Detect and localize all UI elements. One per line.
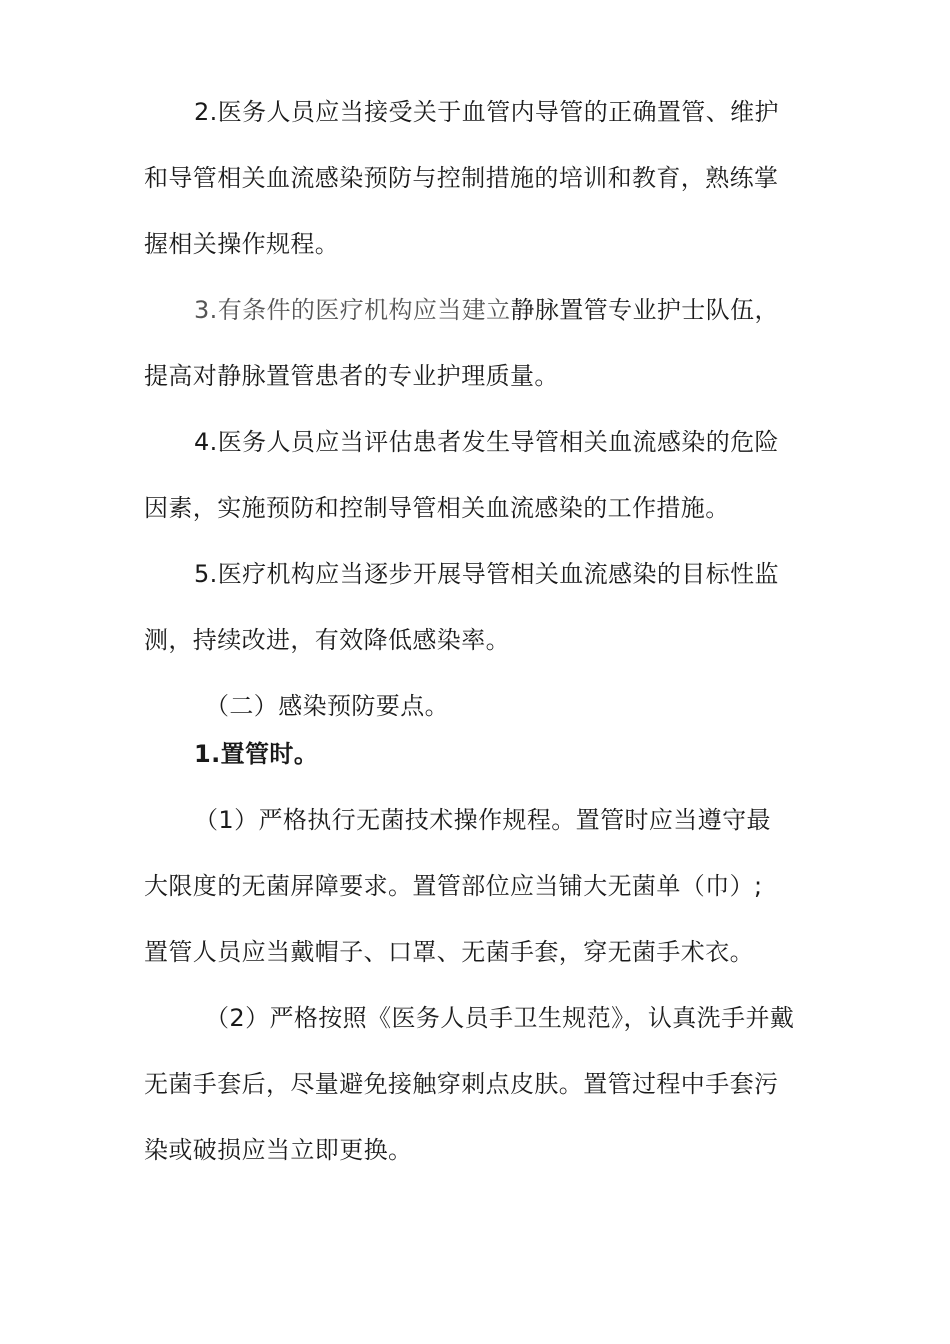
p3-line-2: 提高对静脉置管患者的专业护理质量。 (144, 362, 559, 390)
item2-line-2: 无菌手套后，尽量避免接触穿刺点皮肤。置管过程中手套污 (144, 1070, 779, 1098)
item2-line-1: （2）严格按照《医务人员手卫生规范》，认真洗手并戴 (205, 1004, 795, 1032)
p3-line-1 (194, 294, 864, 326)
item1-line-1: （1）严格执行无菌技术操作规程。置管时应当遵守最 (194, 806, 771, 834)
p3-line-1-part-1: 3.有条件的医疗机构应当建立 (194, 296, 511, 324)
item1-line-2: 大限度的无菌屏障要求。置管部位应当铺大无菌单（巾）; (144, 872, 763, 900)
section-heading: （二）感染预防要点。 (205, 692, 449, 720)
item1-line-3: 置管人员应当戴帽子、口罩、无菌手套，穿无菌手术衣。 (144, 938, 754, 966)
p5-line-1: 5.医疗机构应当逐步开展导管相关血流感染的目标性监 (194, 560, 779, 588)
item2-line-3: 染或破损应当立即更换。 (144, 1136, 413, 1164)
p3-line-1-part-2: 静脉置管专业护士队伍， (510, 296, 779, 324)
p5-line-2: 测，持续改进，有效降低感染率。 (144, 626, 510, 654)
section-subheading: 1.置管时。 (194, 740, 319, 768)
p4-line-2: 因素，实施预防和控制导管相关血流感染的工作措施。 (144, 494, 730, 522)
p4-line-1: 4.医务人员应当评估患者发生导管相关血流感染的危险 (194, 428, 779, 456)
p2-line-3: 握相关操作规程。 (144, 230, 340, 258)
p2-line-1: 2.医务人员应当接受关于血管内导管的正确置管、维护 (194, 98, 779, 126)
p2-line-2: 和导管相关血流感染预防与控制措施的培训和教育，熟练掌 (144, 164, 779, 192)
